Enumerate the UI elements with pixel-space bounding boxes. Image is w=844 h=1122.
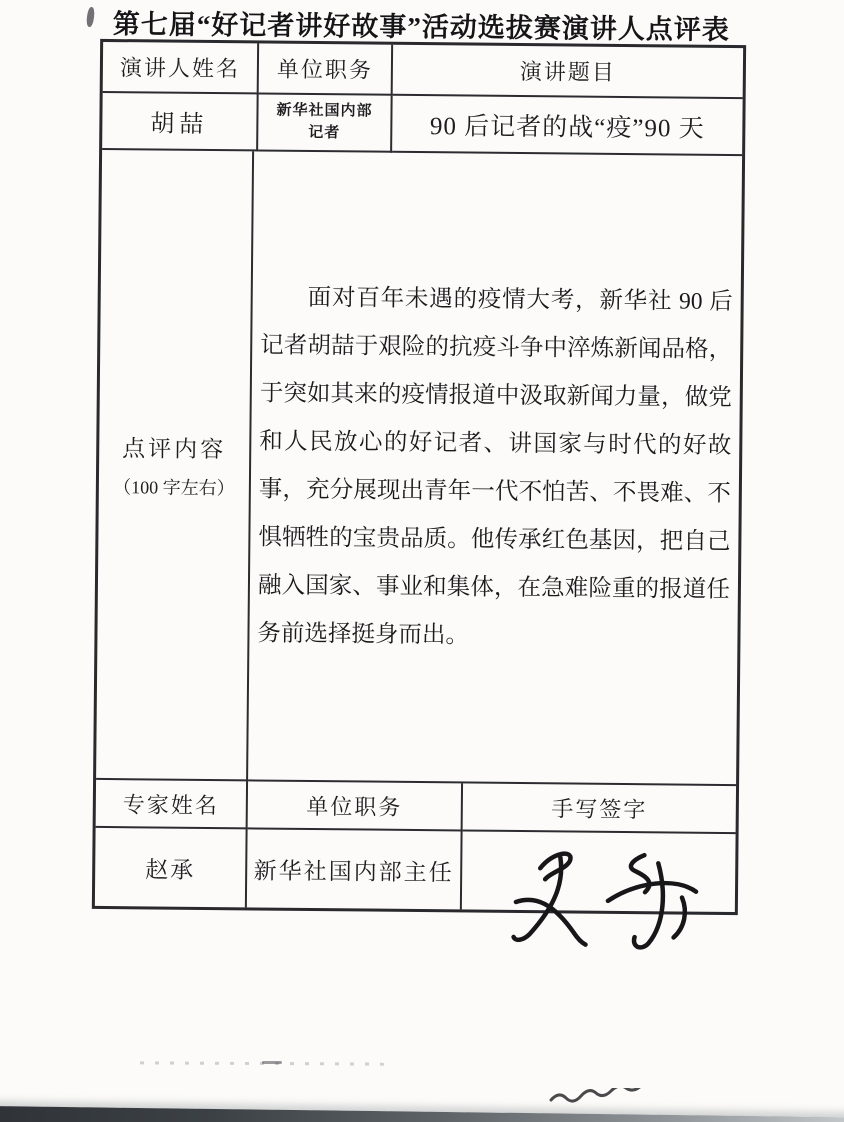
comment-paragraph: 面对百年未遇的疫情大考，新华社 90 后记者胡喆于艰险的抗疫斗争中淬炼新闻品格，于突如其来的疫情报道中汲取新闻力量，做党和人民放心的好记者、讲国家与时代的好故事，充分展现出青年一代不怕苦、不畏难、不惧牺牲的宝贵品质。他传承红色基因，把自己融入国家、事业和集体，在急难险重的报道任务前选择挺身而出。 [257,284,733,649]
cell-speaker-unit [258,94,393,152]
header-unit-title: 单位职务 [259,43,393,95]
header-expert-name: 专家姓名 [96,780,248,829]
faint-dash-mark [262,1061,282,1064]
header-handwritten-signature: 手写签字 [463,783,736,834]
comment-word-limit-note: （100 字左右） [113,476,235,498]
expert-row [95,828,736,912]
signature-cell [462,831,736,912]
comment-label-cell [96,150,254,781]
comment-label: 点评内容 [122,435,227,462]
cell-speech-topic: 90 后记者的战“疫”90 天 [392,96,743,156]
speaker-unit-line1: 新华社国内部 [276,102,373,120]
speaker-unit-line2: 记者 [308,124,341,141]
header-speaker-name: 演讲人姓名 [103,42,259,94]
expert-header-row [96,780,736,834]
header-speech-topic: 演讲题目 [393,45,743,99]
evaluation-table [92,39,746,915]
cell-speaker-name: 胡喆 [102,93,259,151]
comment-row [96,150,742,786]
speaker-row [102,93,743,156]
cell-expert-unit: 新华社国内部主任 [247,829,463,909]
cell-expert-name: 赵承 [95,828,248,907]
comment-content-cell [248,151,742,786]
pen-squiggle [548,1088,658,1106]
header-expert-unit: 单位职务 [248,781,463,831]
form-title: 第七届“好记者讲好故事”活动选拔赛演讲人点评表 [112,9,730,45]
speaker-header-row [103,42,743,99]
handwritten-signature [497,838,698,958]
